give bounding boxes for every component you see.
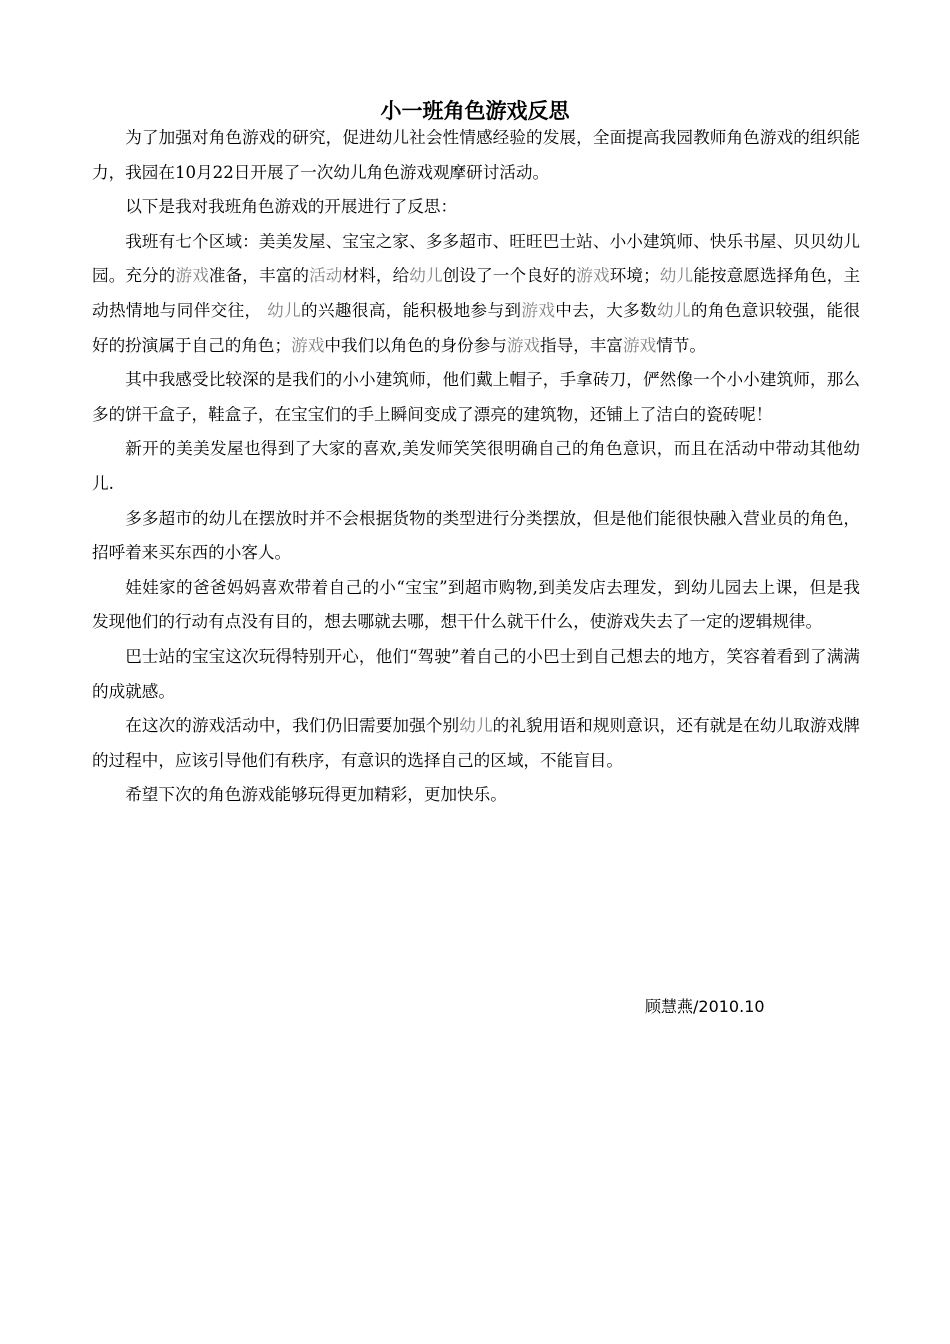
paragraph-text: 以下是我对我班角色游戏的开展进行了反思： [125,197,458,217]
paragraph-text: 新开的美美发屋也得到了大家的喜欢,美发师笑笑很明确自己的角色意识，而且在活动中带动其他幼儿. [92,439,860,493]
paragraph-text: 多多超市的幼儿在摆放时并不会根据货物的类型进行分类摆放，但是他们能很快融入营业员的角色，招呼着来买东西的小客人。 [92,508,860,563]
paragraph-text: 为了加强对角色游戏的研究，促进幼儿社会性情感经验的发展，全面提高我园教师角色游戏的组织能力，我园在10月22日开展了一次幼儿角色游戏观摩研讨活动。 [92,128,860,182]
keyword-link-text[interactable]: 游戏 [576,266,610,286]
paragraph-text: 能按意愿选择角色，主动热情地与同伴交往， [92,266,861,320]
paragraph-text: 中去，大多数 [555,300,657,320]
keyword-link-text[interactable]: 幼儿 [267,300,302,320]
keyword-link-text[interactable]: 游戏 [521,300,556,320]
keyword-link-text[interactable]: 游戏 [291,335,325,355]
body-paragraph [92,502,860,571]
body-paragraph [92,778,860,813]
paragraph-text: 的兴趣很高，能积极地参与到 [301,300,522,320]
paragraph-text: 希望下次的角色游戏能够玩得更加精彩，更加快乐。 [125,785,507,805]
keyword-link-text[interactable]: 游戏 [175,266,209,286]
keyword-link-text[interactable]: 幼儿 [659,266,694,286]
paragraph-text: 我班有七个区域：美美发屋、宝宝之家、多多超市、旺旺巴士站、小小建筑师、快乐书屋、贝贝幼儿园。充分的 [92,231,860,286]
paragraph-text: 的礼貌用语和规则意识，还有就是在幼儿取游戏牌的过程中，应该引导他们有秩序，有意识的选择自己的区域，不能盲目。 [92,716,861,770]
paragraph-text: 娃娃家的爸爸妈妈喜欢带着自己的小“宝宝”到超市购物,到美发店去理发，到幼儿园去上课，但是我发现他们的行动有点没有目的，想去哪就去哪，想干什么就干什么，使游戏失去了一定的逻辑规律。 [92,577,860,632]
author-signature: 顾慧燕/2010.10 [645,997,765,1016]
document-title: 小一班角色游戏反思 [380,99,570,123]
body-paragraph [92,571,860,640]
body-paragraph [92,640,860,709]
paragraph-text: 环境； [609,266,660,286]
paragraph-text: 的角色意识较强，能很好的扮演属于自己的角色； [92,300,861,355]
paragraph-text: 情节。 [656,335,706,355]
paragraph-text: 材料，给 [342,266,410,286]
document-body [92,121,860,813]
paragraph-text: 巴士站的宝宝这次玩得特别开心，他们“驾驶”着自己的小巴士到自己想去的地方，笑容着看到了满满的成就感。 [92,646,860,701]
keyword-link-text[interactable]: 游戏 [623,335,657,355]
body-paragraph [92,709,860,778]
keyword-link-text[interactable]: 幼儿 [459,716,493,736]
body-paragraph [92,190,860,225]
paragraph-text: 准备，丰富的 [208,266,310,286]
keyword-link-text[interactable]: 幼儿 [409,266,443,286]
paragraph-text: 在这次的游戏活动中，我们仍旧需要加强个别 [125,716,460,736]
paragraph-text: 其中我感受比较深的是我们的小小建筑师，他们戴上帽子，手拿砖刀，俨然像一个小小建筑师，那么多的饼干盒子，鞋盒子，在宝宝们的手上瞬间变成了漂亮的建筑物，还铺上了洁白的瓷砖呢！ [92,370,860,424]
keyword-link-text[interactable]: 游戏 [506,335,541,355]
paragraph-text: 创设了一个良好的 [442,266,577,286]
keyword-link-text[interactable]: 幼儿 [656,300,691,320]
body-paragraph [92,432,860,501]
paragraph-text: 指导，丰富 [540,335,623,355]
body-paragraph [92,225,860,363]
paragraph-text: 中我们以角色的身份参与 [324,335,507,355]
body-paragraph [92,363,860,432]
body-paragraph [92,121,860,190]
keyword-link-text[interactable]: 活动 [309,266,343,286]
